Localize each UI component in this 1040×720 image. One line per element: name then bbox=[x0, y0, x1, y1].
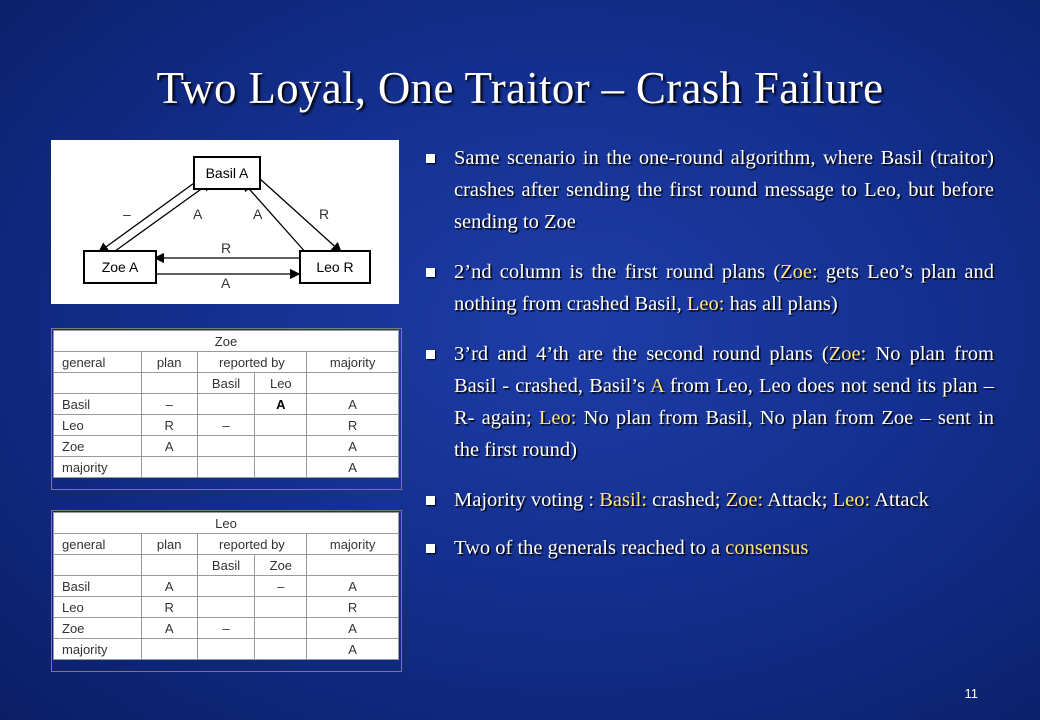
highlight-text: Leo: bbox=[686, 293, 725, 315]
cell-report bbox=[255, 639, 307, 660]
cell-report bbox=[197, 576, 255, 597]
cell-general: Zoe bbox=[54, 618, 142, 639]
cell-report bbox=[197, 457, 255, 478]
header-plan: plan bbox=[141, 534, 197, 555]
header-majority: majority bbox=[307, 534, 399, 555]
cell-report: A bbox=[255, 394, 307, 415]
cell-report: – bbox=[255, 576, 307, 597]
bullet-text: from Leo, Leo does not send its plan –R- again; bbox=[454, 375, 994, 429]
cell-majority: A bbox=[307, 436, 399, 457]
cell-report bbox=[197, 597, 255, 618]
square-bullet-icon bbox=[426, 154, 435, 163]
cell-report bbox=[255, 457, 307, 478]
cell-plan bbox=[141, 457, 197, 478]
table-row bbox=[54, 576, 399, 597]
bullet-text: 2’nd column is the first round plans ( bbox=[454, 261, 781, 283]
table-caption: Zoe bbox=[54, 331, 399, 352]
bullet-item bbox=[426, 256, 994, 320]
subheader-reporter: Zoe bbox=[255, 555, 307, 576]
cell-report bbox=[255, 597, 307, 618]
header-reported-by: reported by bbox=[197, 534, 307, 555]
bullet-item bbox=[426, 484, 994, 516]
edge-label-basil-to-zoe: – bbox=[123, 206, 131, 222]
cell-general: Leo bbox=[54, 597, 142, 618]
cell-general: Basil bbox=[54, 394, 142, 415]
cell-general: majority bbox=[54, 639, 142, 660]
bullet-text: Two of the generals reached to a bbox=[454, 537, 726, 559]
square-bullet-icon bbox=[426, 544, 435, 553]
header-general: general bbox=[54, 534, 142, 555]
highlight-text: Zoe: bbox=[725, 489, 764, 511]
cell-general: Zoe bbox=[54, 436, 142, 457]
bullet-text: Attack; bbox=[763, 489, 833, 511]
node-zoe: Zoe A bbox=[83, 250, 157, 284]
highlight-text: consensus bbox=[725, 537, 809, 559]
edge-label-zoe-to-basil: A bbox=[193, 206, 203, 222]
cell-majority: R bbox=[307, 597, 399, 618]
bullet-text: No plan from Basil - crashed, Basil’s bbox=[454, 343, 994, 397]
header-plan: plan bbox=[141, 352, 197, 373]
cell-plan: – bbox=[141, 394, 197, 415]
bullet-item bbox=[426, 338, 994, 466]
highlight-text: Basil: bbox=[599, 489, 648, 511]
cell-report bbox=[255, 618, 307, 639]
highlight-text: Leo: bbox=[832, 489, 871, 511]
table-row bbox=[54, 394, 399, 415]
cell-plan bbox=[141, 639, 197, 660]
highlight-text: A bbox=[649, 375, 664, 397]
header-general: general bbox=[54, 352, 142, 373]
cell-report: – bbox=[197, 415, 255, 436]
node-leo: Leo R bbox=[299, 250, 371, 284]
cell-plan: A bbox=[141, 618, 197, 639]
cell-general: Basil bbox=[54, 576, 142, 597]
cell-report bbox=[255, 415, 307, 436]
cell-plan: R bbox=[141, 415, 197, 436]
bullet-list bbox=[426, 142, 994, 564]
square-bullet-icon bbox=[426, 268, 435, 277]
cell-majority: A bbox=[307, 576, 399, 597]
square-bullet-icon bbox=[426, 350, 435, 359]
cell-report bbox=[197, 436, 255, 457]
table-row bbox=[54, 457, 399, 478]
square-bullet-icon bbox=[426, 496, 435, 505]
table-row bbox=[54, 597, 399, 618]
bullet-text: gets Leo’s plan and nothing from crashed Basil, bbox=[454, 261, 995, 315]
cell-report bbox=[197, 394, 255, 415]
edge-label-leo-to-zoe: R bbox=[221, 240, 232, 256]
highlight-text: Zoe: bbox=[828, 343, 867, 365]
cell-plan: A bbox=[141, 576, 197, 597]
cell-majority: A bbox=[307, 457, 399, 478]
bullet-text: Attack bbox=[870, 489, 929, 511]
cell-majority: A bbox=[307, 639, 399, 660]
cell-majority: A bbox=[307, 394, 399, 415]
arrow-basil-to-zoe bbox=[99, 178, 201, 252]
page-number: 11 bbox=[964, 686, 978, 701]
cell-report bbox=[255, 436, 307, 457]
zoe-table bbox=[53, 330, 399, 478]
highlight-text: Zoe: bbox=[780, 261, 818, 283]
cell-majority: R bbox=[307, 415, 399, 436]
bullet-text: 3’rd and 4’th are the second round plans ( bbox=[454, 343, 829, 365]
cell-plan: A bbox=[141, 436, 197, 457]
header-reported-by: reported by bbox=[197, 352, 307, 373]
cell-report: – bbox=[197, 618, 255, 639]
bullet-text: has all plans) bbox=[724, 293, 838, 315]
leo-table bbox=[53, 512, 399, 660]
header-majority: majority bbox=[307, 352, 399, 373]
table-row bbox=[54, 415, 399, 436]
bullet-text: Majority voting : bbox=[454, 489, 600, 511]
subheader-reporter: Basil bbox=[197, 373, 255, 394]
edge-label-leo-to-basil: A bbox=[253, 206, 263, 222]
bullet-text: Same scenario in the one-round algorithm, where Basil (traitor) crashes after sending the first round message to Leo, but before sending to Zoe bbox=[454, 147, 994, 233]
bullet-item bbox=[426, 532, 994, 564]
table-row bbox=[54, 436, 399, 457]
table-caption: Leo bbox=[54, 513, 399, 534]
cell-report bbox=[197, 639, 255, 660]
edge-label-zoe-to-leo: A bbox=[221, 275, 231, 291]
message-diagram bbox=[51, 140, 399, 304]
cell-general: majority bbox=[54, 457, 142, 478]
bullet-text: No plan from Basil, No plan from Zoe – sent in the first round) bbox=[454, 407, 994, 461]
cell-plan: R bbox=[141, 597, 197, 618]
cell-majority: A bbox=[307, 618, 399, 639]
slide-title: Two Loyal, One Traitor – Crash Failure bbox=[156, 63, 884, 113]
highlight-text: Leo: bbox=[538, 407, 577, 429]
cell-general: Leo bbox=[54, 415, 142, 436]
bullet-text: crashed; bbox=[647, 489, 726, 511]
table-row bbox=[54, 618, 399, 639]
subheader-reporter: Basil bbox=[197, 555, 255, 576]
edge-label-basil-to-leo: R bbox=[319, 206, 330, 222]
subheader-reporter: Leo bbox=[255, 373, 307, 394]
node-basil: Basil A bbox=[193, 156, 261, 190]
bullet-item bbox=[426, 142, 994, 238]
table-row bbox=[54, 639, 399, 660]
